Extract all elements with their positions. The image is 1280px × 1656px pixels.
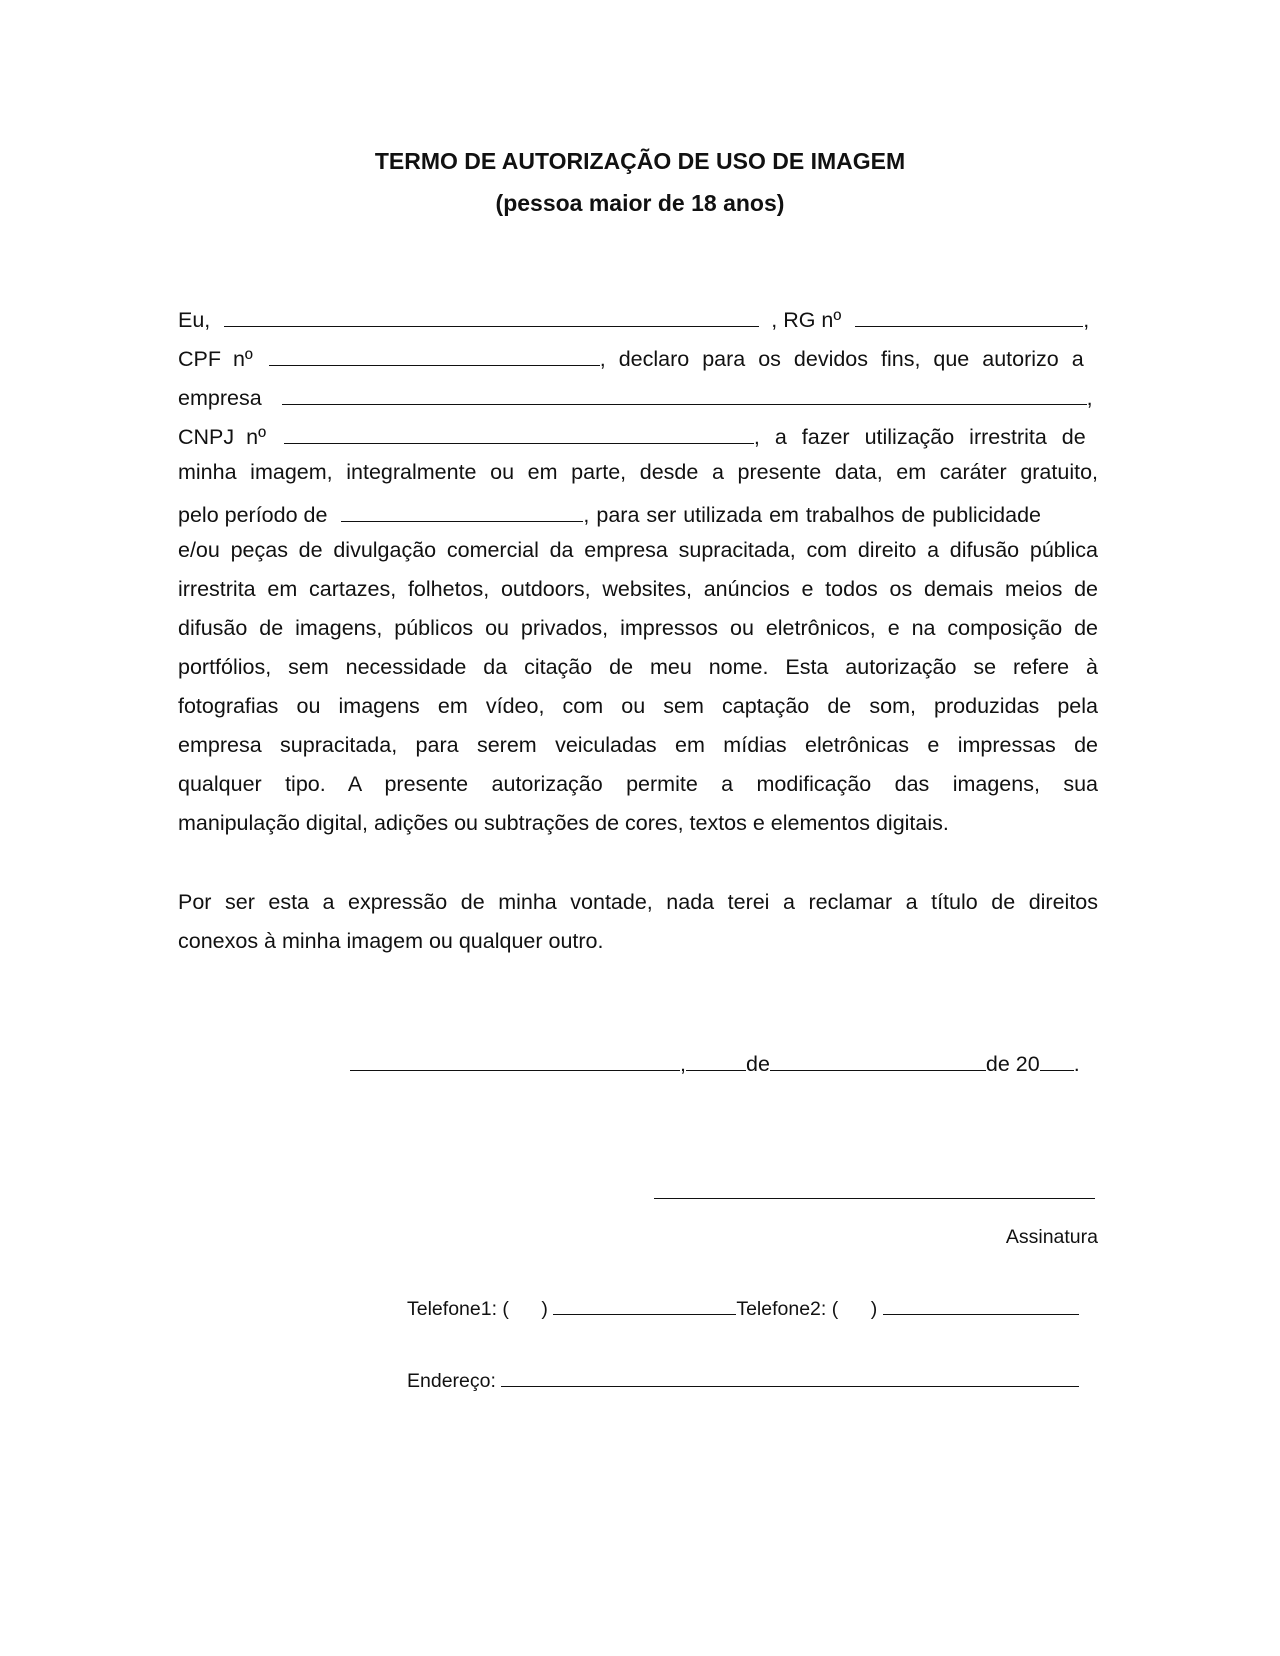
body-text: e/ou peças de divulgação comercial da empresa supracitada, com direito a difusão pública (178, 538, 1098, 562)
address-field[interactable] (501, 1368, 1079, 1387)
empresa-field[interactable] (282, 382, 1087, 405)
closing-line (178, 890, 1098, 920)
year-field[interactable] (1040, 1048, 1074, 1071)
cnpj-field[interactable] (284, 421, 754, 444)
body-text: empresa supracitada, para serem veiculadas em mídias eletrônicas e impressas de (178, 733, 1098, 757)
body-line (178, 694, 1098, 724)
month-field[interactable] (770, 1048, 986, 1071)
body-text: irrestrita em cartazes, folhetos, outdoors, websites, anúncios e todos os demais meios de (178, 577, 1098, 601)
cpf-field[interactable] (269, 343, 600, 366)
city-field[interactable] (350, 1048, 680, 1071)
body-text: portfólios, sem necessidade da citação de meu nome. Esta autorização se refere à (178, 655, 1098, 679)
closing-text: Por ser esta a expressão de minha vontade, nada terei a reclamar a título de direitos (178, 890, 1098, 914)
closing-line (178, 929, 1098, 959)
body-text: difusão de imagens, públicos ou privados, impressos ou eletrônicos, e na composição de (178, 616, 1098, 640)
name-field[interactable] (224, 304, 759, 327)
cnpj-line (178, 421, 1098, 451)
declaro-text: , declaro para os devidos fins, que autorizo a (599, 347, 1084, 371)
signature-label: Assinatura (1005, 1226, 1098, 1248)
de-text: de (745, 1052, 770, 1076)
rg-field[interactable] (855, 304, 1083, 327)
cnpj-label: CNPJ nº (178, 425, 266, 449)
address-label: Endereço: (407, 1370, 496, 1392)
phone1-field[interactable] (553, 1296, 736, 1315)
body-line (178, 538, 1098, 568)
empresa-label: empresa (178, 386, 262, 410)
fazer-text: , a fazer utilização irrestrita de (753, 425, 1086, 449)
phone-line (407, 1296, 1079, 1321)
body-line (178, 616, 1098, 646)
document-title: TERMO DE AUTORIZAÇÃO DE USO DE IMAGEM (374, 148, 906, 174)
body-text: fotografias ou imagens em vídeo, com ou sem captação de som, produzidas pela (178, 694, 1098, 718)
name-rg-line (178, 304, 1098, 334)
year-prefix-text: de 20 (985, 1052, 1040, 1076)
body-line (178, 772, 1098, 802)
body-line (178, 577, 1098, 607)
periodo-label: pelo período de (178, 503, 328, 527)
empresa-line (178, 382, 1098, 412)
phone2-label: Telefone2: ( ) (736, 1298, 878, 1320)
eu-label: Eu, (178, 308, 211, 332)
phone1-label: Telefone1: ( ) (407, 1298, 548, 1320)
body-text: manipulação digital, adições ou subtrações de cores, textos e elementos digitais. (178, 811, 949, 835)
date-line (350, 1048, 1080, 1077)
body-line (178, 460, 1098, 490)
comma-text: , (1086, 386, 1093, 410)
comma-text: , (1083, 308, 1090, 332)
body-line (178, 811, 1098, 841)
para-text: , para ser utilizada em trabalhos de publicidade (583, 503, 1041, 527)
address-line (407, 1368, 1079, 1393)
body-line (178, 733, 1098, 763)
day-field[interactable] (686, 1048, 746, 1071)
rg-label: , RG nº (771, 308, 842, 332)
closing-text: conexos à minha imagem ou qualquer outro. (178, 929, 604, 953)
document-subtitle: (pessoa maior de 18 anos) (495, 190, 785, 216)
comma-text: , (680, 1052, 686, 1076)
cpf-line (178, 343, 1098, 373)
period-text: . (1073, 1052, 1080, 1076)
phone2-field[interactable] (883, 1296, 1079, 1315)
body-text: qualquer tipo. A presente autorização permite a modificação das imagens, sua (178, 772, 1098, 796)
signature-line[interactable] (654, 1198, 1095, 1199)
periodo-line (178, 499, 1098, 529)
body-text: minha imagem, integralmente ou em parte, desde a presente data, em caráter gratuito, (178, 460, 1098, 484)
body-line (178, 655, 1098, 685)
periodo-field[interactable] (341, 499, 583, 522)
cpf-label: CPF nº (178, 347, 253, 371)
